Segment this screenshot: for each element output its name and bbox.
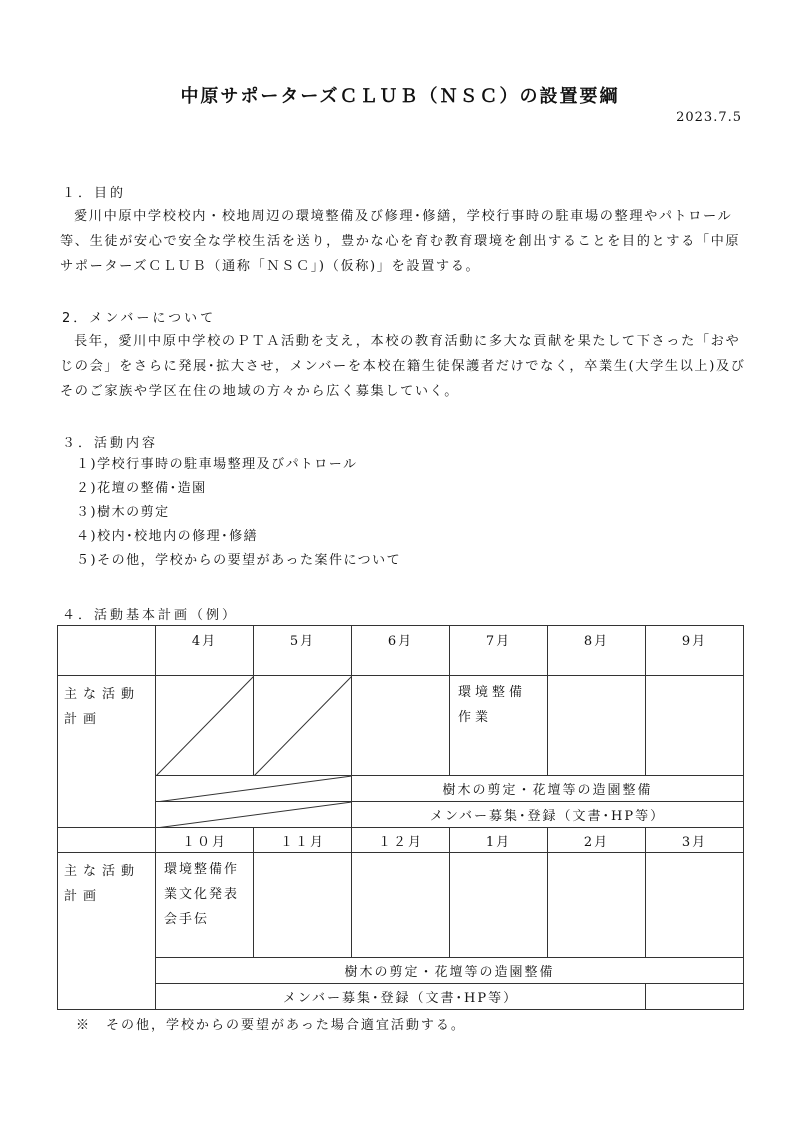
span-recruit: メンバー募集･登録（文書･HP等）	[156, 984, 646, 1010]
empty-corner-cell	[58, 626, 156, 676]
second-half-month-row	[58, 828, 744, 853]
span-recruit: メンバー募集･登録（文書･HP等）	[352, 802, 744, 828]
row-label: 主な活動計画	[58, 853, 156, 1010]
document-title: 中原サポーターズＣＬＵＢ（ＮＳＣ）の設置要綱	[180, 86, 620, 107]
month-header: 4月	[156, 626, 254, 676]
span-pruning: 樹木の剪定・花壇等の造園整備	[352, 776, 744, 802]
first-half-recruit-row	[58, 802, 744, 828]
diagonal-empty-cell	[254, 676, 352, 776]
section-plan-heading: ４．活動基本計画（例）	[62, 608, 239, 623]
row-label: 主な活動計画	[58, 676, 156, 828]
plan-note: ※ その他，学校からの要望があった場合適宜活動する。	[76, 1018, 466, 1033]
activity-cell	[548, 853, 646, 958]
empty-corner-cell	[58, 828, 156, 853]
activity-cell	[352, 853, 450, 958]
second-half-pruning-row	[58, 958, 744, 984]
activity-plan-table	[57, 625, 744, 1010]
section-purpose-heading: １．目的	[62, 186, 127, 201]
diagonal-empty-cell	[156, 802, 352, 828]
month-header: 1月	[450, 828, 548, 853]
activity-cell	[254, 853, 352, 958]
diagonal-empty-cell	[156, 676, 254, 776]
month-header: １１月	[254, 828, 352, 853]
month-header: 7月	[450, 626, 548, 676]
diagonal-slash	[156, 802, 352, 828]
activity-item: ４)校内･校地内の修理･修繕	[76, 529, 259, 544]
diagonal-empty-cell	[156, 776, 352, 802]
activity-item: ２)花壇の整備･造園	[76, 481, 207, 496]
section-activities-heading: ３．活動内容	[62, 436, 159, 451]
month-header: 6月	[352, 626, 450, 676]
month-header: １０月	[156, 828, 254, 853]
diagonal-slash	[156, 776, 352, 802]
activities-list	[76, 454, 401, 574]
activity-item: ５)その他，学校からの要望があった案件について	[76, 553, 402, 568]
section-purpose-body: 愛川中原中学校校内・校地周辺の環境整備及び修理･修繕，学校行事時の駐車場の整理やパトロール等、生徒が安心で安全な学校生活を送り，豊かな心を育む教育環境を創出することを目的とする「中原サポーターズＣＬＵＢ（通称「ＮＳＣ」)（仮称)」を設置する。	[60, 209, 741, 274]
activity-cell	[548, 676, 646, 776]
month-header: 3月	[646, 828, 744, 853]
activity-item: １)学校行事時の駐車場整理及びパトロール	[76, 457, 358, 472]
document-date: 2023.7.5	[676, 110, 742, 125]
diagonal-slash	[254, 676, 352, 776]
first-half-pruning-row	[58, 776, 744, 802]
first-half-month-row	[58, 626, 744, 676]
span-pruning: 樹木の剪定・花壇等の造園整備	[156, 958, 744, 984]
activity-cell: 環境整備作業文化発表会手伝	[156, 853, 254, 958]
section-members-body: 長年，愛川中原中学校のＰＴＡ活動を支え，本校の教育活動に多大な貢献を果たして下さった「おやじの会」をさらに発展･拡大させ，メンバーを本校在籍生徒保護者だけでなく，卒業生(大学生以上)及びそのご家族や学区在住の地域の方々から広く募集していく。	[60, 334, 746, 399]
first-half-activity-row	[58, 676, 744, 776]
diagonal-slash	[156, 676, 254, 776]
activity-item: ３)樹木の剪定	[76, 505, 170, 520]
activity-cell	[450, 853, 548, 958]
activity-cell	[352, 676, 450, 776]
activity-cell	[646, 676, 744, 776]
second-half-activity-row	[58, 853, 744, 958]
section-members-heading: 2．メンバーについて	[62, 311, 217, 326]
month-header: 2月	[548, 828, 646, 853]
activity-cell	[646, 853, 744, 958]
empty-cell	[646, 984, 744, 1010]
month-header: １２月	[352, 828, 450, 853]
second-half-recruit-row	[58, 984, 744, 1010]
month-header: 9月	[646, 626, 744, 676]
month-header: 5月	[254, 626, 352, 676]
activity-cell: 環境整備作業	[450, 676, 548, 776]
month-header: 8月	[548, 626, 646, 676]
